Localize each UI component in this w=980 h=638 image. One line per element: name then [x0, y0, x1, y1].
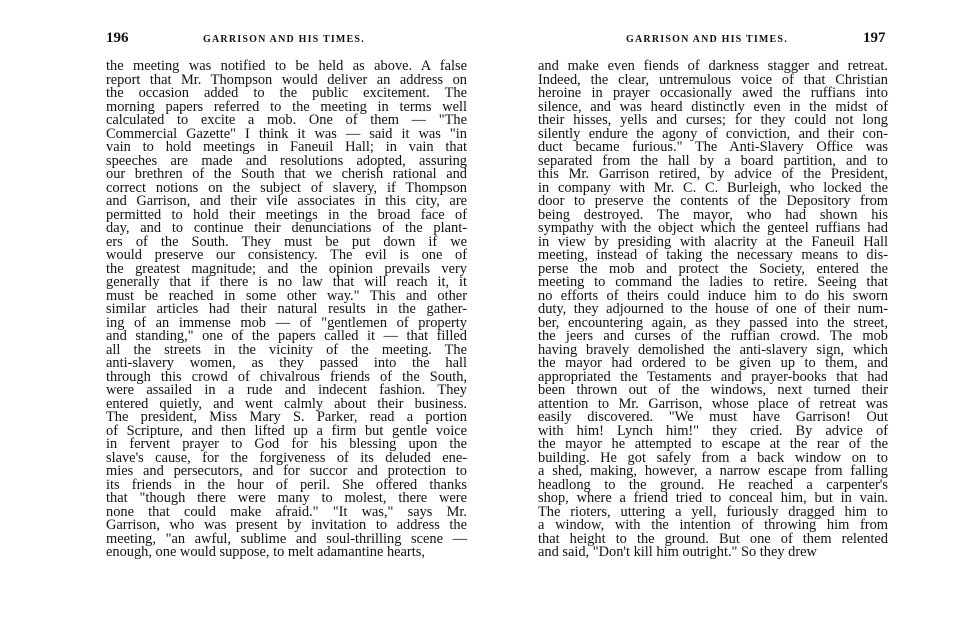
text-line: silence, and was heard distinctly even in the midst of: [538, 98, 888, 115]
text-line: door to preserve the contents of the Depository from: [538, 193, 888, 209]
text-line: The president, Miss Mary S. Parker, read a portion: [106, 409, 467, 425]
text-line: and said, "Don't kill him outright." So they drew: [538, 544, 817, 560]
text-line: a shed, making, however, a narrow escape from falling: [538, 463, 888, 479]
text-line: Garrison, who was present by invitation to address the: [106, 517, 467, 533]
text-line: ber, encountering again, as they passed into the street,: [538, 314, 888, 331]
text-line: attention to Mr. Garrison, whose place of retreat was: [538, 395, 888, 412]
text-line: would preserve our consistency. The evil is one of: [106, 247, 467, 263]
text-line: Indeed, the clear, untremulous voice of that Christian: [538, 71, 888, 88]
text-line: vain to hold meetings in Faneuil Hall; in vain that: [106, 139, 467, 155]
text-line: perse the mob and protect the Society, entered the: [538, 260, 888, 277]
text-line: our brethren of the South that we cherish rational and: [106, 166, 467, 182]
text-line: and make even fiends of darkness stagger and retreat.: [538, 58, 888, 74]
text-line: Commercial Gazette" I think it was — said it was "in: [106, 125, 467, 142]
text-line: morning papers referred to the meeting in terms well: [106, 98, 467, 115]
right-page: [490, 0, 980, 638]
text-line: day, and to continue their denunciations of the plant-: [106, 220, 467, 236]
text-line: and standing," one of the papers called it — that filled: [106, 328, 467, 344]
text-line: been thrown out of the windows, next turned their: [538, 382, 888, 398]
text-line: in view by presiding with alacrity at the Faneuil Hall: [538, 233, 888, 250]
text-line: all the streets in the vicinity of the meeting. The: [106, 341, 467, 358]
text-line: anti-slavery women, as they passed into the hall: [106, 355, 467, 371]
text-line: ing of an immense mob — of "gentlemen of property: [106, 314, 467, 331]
text-line: headlong to the ground. He reached a carpenter's: [538, 476, 888, 493]
text-line: the occasion added to the public excitement. The: [106, 85, 467, 101]
running-head: GARRISON AND HIS TIMES.: [203, 34, 365, 45]
page-number: 197: [863, 30, 886, 46]
text-line: report that Mr. Thompson would deliver an address on: [106, 71, 467, 88]
text-line: shop, where a friend tried to conceal him, but in vain.: [538, 490, 888, 506]
body-text: [538, 60, 888, 560]
text-line: duty, they adjourned to the house of one of their num-: [538, 301, 888, 317]
text-line: that "though there were many to molest, there were: [106, 490, 467, 506]
text-line: mies and persecutors, and for succor and protection to: [106, 463, 467, 479]
running-head: GARRISON AND HIS TIMES.: [626, 34, 788, 45]
text-line: appropriated the Testaments and prayer-books that had: [538, 368, 888, 385]
text-line: heroine in prayer occasionally awed the ruffians into: [538, 85, 888, 101]
text-line: in company with Mr. C. C. Burleigh, who locked the: [538, 179, 888, 196]
text-line: with him! Lynch him!" they cried. By advice of: [538, 422, 888, 439]
text-line: silently endure the agony of conviction, and their con-: [538, 125, 888, 142]
text-line: were assailed in a rude and indecent fashion. They: [106, 382, 467, 398]
text-line: and Garrison, and their vile associates in this city, are: [106, 193, 467, 209]
text-line: easily discovered. "We must have Garrison! Out: [538, 409, 888, 425]
text-line: building. He got safely from a back window on to: [538, 449, 888, 466]
text-line: none that could make afraid." "It was," says Mr.: [106, 503, 467, 520]
text-line: through this crowd of chivalrous friends of the South,: [106, 368, 467, 385]
text-line: correct notions on the subject of slavery, if Thompson: [106, 179, 467, 196]
text-line: speeches are made and resolutions adopted, assuring: [106, 152, 467, 169]
text-line: meeting, instead of taking the necessary means to dis-: [538, 247, 888, 263]
text-line: generally that if there is no law that will reach it, it: [106, 274, 467, 290]
text-line: enough, one would suppose, to melt adamantine hearts,: [106, 544, 425, 560]
text-line: being destroyed. The mayor, who had shown his: [538, 206, 888, 223]
text-line: calculated to excite a mob. One of them — "The: [106, 112, 467, 128]
text-line: The rioters, uttering a yell, furiously dragged him to: [538, 503, 888, 520]
text-line: meeting, "an awful, sublime and soul-thrilling scene —: [106, 530, 467, 547]
text-line: a window, with the intention of throwing him from: [538, 517, 888, 533]
text-line: the meeting was notified to be held as above. A false: [106, 58, 467, 74]
text-line: similar articles had their natural results in the gather-: [106, 301, 467, 317]
text-line: having bravely demolished the anti-slavery sign, which: [538, 341, 888, 358]
text-line: this Mr. Garrison retired, by advice of the President,: [538, 166, 888, 182]
text-line: slave's cause, for the forgiveness of its deluded ene-: [106, 449, 467, 466]
text-line: the mayor had ordered to be given up to them, and: [538, 355, 888, 371]
text-line: sympathy with the object which the genteel ruffians had: [538, 220, 888, 236]
text-line: its friends in the hour of peril. She offered thanks: [106, 476, 467, 493]
page-number: 196: [106, 30, 129, 46]
text-line: the jeers and curses of the ruffian crowd. The mob: [538, 328, 888, 344]
body-text: [106, 60, 467, 560]
text-line: entered quietly, and went calmly about their business.: [106, 395, 467, 412]
text-line: separated from the hall by a board partition, and to: [538, 152, 888, 169]
text-line: meeting to command the ladies to retire. Seeing that: [538, 274, 888, 290]
text-line: of Scripture, and then lifted up a firm but gentle voice: [106, 422, 467, 439]
text-line: the mayor he attempted to escape at the rear of the: [538, 436, 888, 452]
text-line: must be reached in some other way." This and other: [106, 287, 467, 304]
text-line: in fervent prayer to God for his blessing upon the: [106, 436, 467, 452]
text-line: ers of the South. They must be put down if we: [106, 233, 467, 250]
text-line: duct became furious." The Anti-Slavery Office was: [538, 139, 888, 155]
text-line: permitted to hold their meetings in the broad face of: [106, 206, 467, 223]
text-line: their hisses, yells and curses; for they could not long: [538, 112, 888, 128]
text-line: no efforts of theirs could induce him to do his sworn: [538, 287, 888, 304]
text-line: the greatest magnitude; and the opinion prevails very: [106, 260, 467, 277]
text-line: that height to the ground. But one of them relented: [538, 530, 888, 547]
